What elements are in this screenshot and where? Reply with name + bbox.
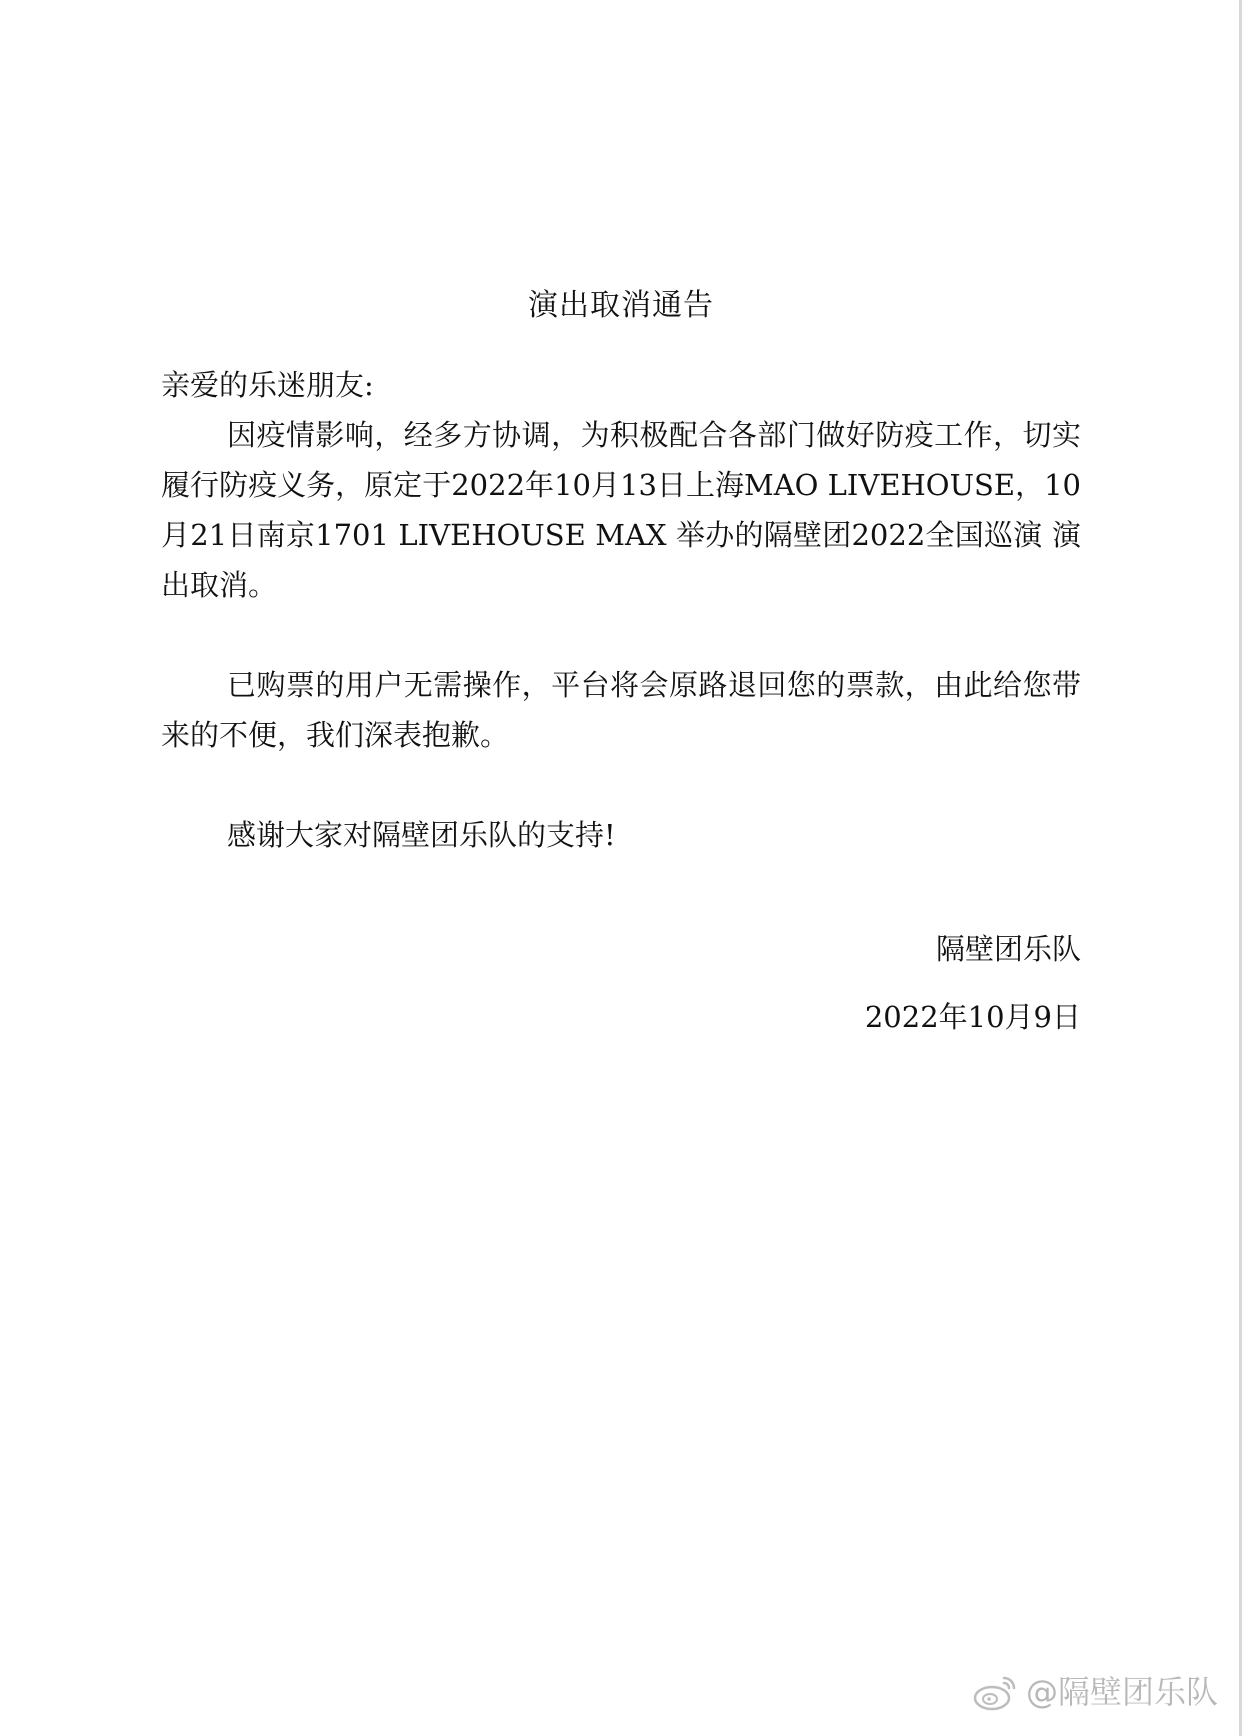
weibo-watermark	[972, 1672, 1218, 1712]
notice-date: 2022年10月9日	[864, 1000, 1081, 1034]
watermark-text: @隔壁团乐队	[1025, 1673, 1218, 1711]
notice-signature: 隔壁团乐队	[935, 932, 1081, 966]
notice-salutation: 亲爱的乐迷朋友:	[161, 368, 374, 402]
notice-paragraph-refund: 已购票的用户无需操作，平台将会原路退回您的票款，由此给您带来的不便，我们深表抱歉。	[161, 668, 1081, 752]
notice-paragraph-thanks: 感谢大家对隔壁团乐队的支持!	[227, 818, 616, 852]
notice-paragraph-cancellation: 因疫情影响，经多方协调，为积极配合各部门做好防疫工作，切实履行防疫义务，原定于2022年10月13日上海MAO LIVEHOUSE，10月21日南京1701 LIVEHOUSE MAX 举办的隔壁团2022全国巡演 演出取消。	[161, 418, 1081, 602]
weibo-icon	[972, 1672, 1020, 1712]
notice-title: 演出取消通告	[528, 288, 714, 323]
notice-document	[161, 280, 1081, 1042]
